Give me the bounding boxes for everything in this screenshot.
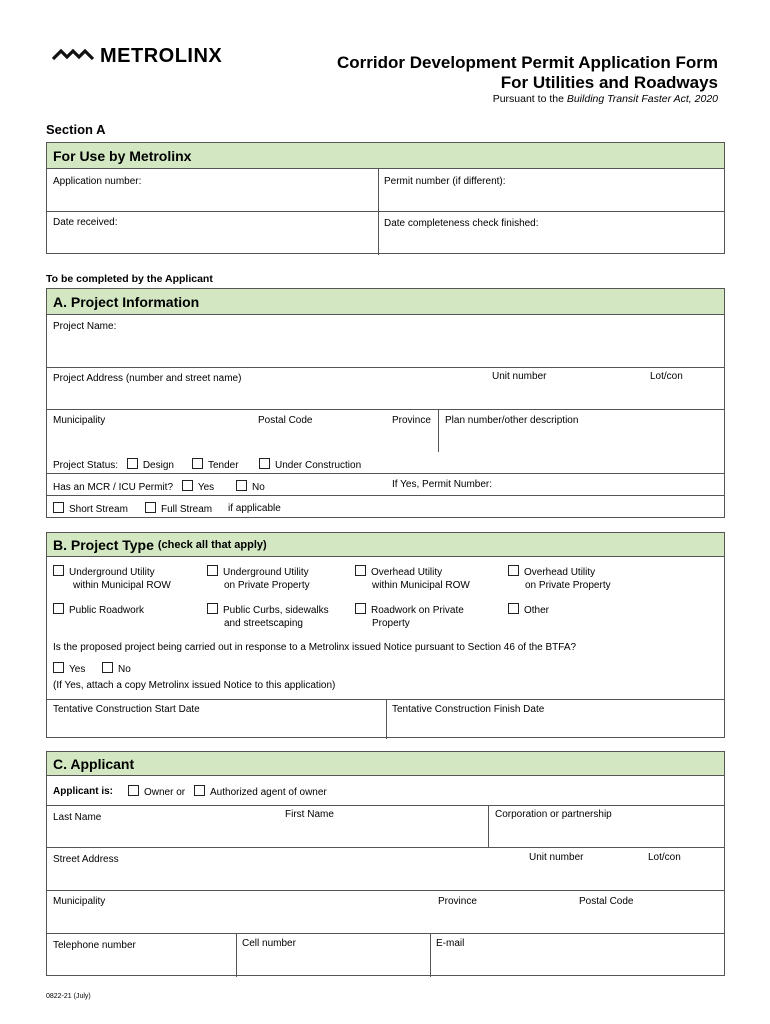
project-information-header: A. Project Information [47, 289, 724, 315]
status-design-checkbox[interactable] [127, 458, 138, 469]
applicant-unit-number-field[interactable]: Unit number [529, 852, 584, 863]
overhead-private-label-2: on Private Property [525, 580, 611, 591]
project-name-field[interactable]: Project Name: [53, 321, 117, 332]
type-underground-municipal [53, 565, 171, 592]
full-stream-label: Full Stream [161, 504, 213, 515]
roadwork-private-checkbox[interactable] [355, 603, 366, 614]
type-public-roadwork [53, 603, 144, 617]
mcr-yes-checkbox[interactable] [182, 480, 193, 491]
applicant-header: C. Applicant [47, 752, 724, 776]
applicant-is-label: Applicant is: [53, 786, 114, 797]
form-title [337, 53, 718, 93]
public-roadwork-label: Public Roadwork [69, 605, 145, 616]
underground-private-label-1: Underground Utility [223, 567, 309, 578]
plan-number-field[interactable]: Plan number/other description [445, 415, 579, 426]
other-label: Other [524, 605, 550, 616]
applicant-type-row [47, 776, 724, 805]
applicant-lot-con-field[interactable]: Lot/con [648, 852, 681, 863]
project-unit-number-field[interactable]: Unit number [492, 371, 547, 382]
full-stream-checkbox[interactable] [145, 502, 156, 513]
public-roadwork-checkbox[interactable] [53, 603, 64, 614]
metrolinx-logo [52, 44, 222, 68]
project-type-header [47, 533, 724, 557]
applicant-contact-row [47, 933, 724, 977]
date-received-field[interactable]: Date received: [53, 217, 118, 228]
type-overhead-private [508, 565, 611, 592]
overhead-municipal-checkbox[interactable] [355, 565, 366, 576]
stream-row [47, 495, 724, 519]
telephone-field[interactable]: Telephone number [53, 940, 136, 951]
applicant-address-row [47, 847, 724, 891]
street-address-field[interactable]: Street Address [53, 854, 119, 865]
project-address-field[interactable]: Project Address (number and street name) [53, 373, 242, 384]
notice-no-label: No [118, 664, 131, 675]
notice-no-checkbox[interactable] [102, 662, 113, 673]
notice-no-option [102, 662, 131, 675]
type-roadwork-private [355, 603, 464, 630]
cell-number-field[interactable]: Cell number [242, 938, 296, 949]
applicant-name-row [47, 805, 724, 848]
construction-dates-row [47, 699, 724, 739]
notice-yes-label: Yes [69, 664, 86, 675]
mcr-no-label: No [252, 482, 265, 493]
email-field[interactable]: E-mail [436, 938, 465, 949]
date-completeness-field[interactable]: Date completeness check finished: [384, 218, 539, 229]
section-a-label: Section A [46, 122, 106, 137]
notice-yes-checkbox[interactable] [53, 662, 64, 673]
applicant-municipality-field[interactable]: Municipality [53, 896, 106, 907]
title-line-1: Corridor Development Permit Application Form [337, 53, 718, 72]
start-date-field[interactable]: Tentative Construction Start Date [53, 704, 200, 715]
first-name-field[interactable]: First Name [285, 809, 334, 820]
form-code: 0822-21 (July) [46, 993, 91, 1000]
overhead-municipal-label-2: within Municipal ROW [372, 580, 470, 591]
owner-checkbox[interactable] [128, 785, 139, 796]
project-name-row [47, 315, 724, 367]
other-checkbox[interactable] [508, 603, 519, 614]
overhead-private-checkbox[interactable] [508, 565, 519, 576]
logo-wordmark: METROLINX [100, 44, 223, 67]
underground-private-checkbox[interactable] [207, 565, 218, 576]
applicant-note: To be completed by the Applicant [46, 273, 213, 285]
permit-number-field[interactable]: Permit number (if different): [384, 176, 506, 187]
finish-date-field[interactable]: Tentative Construction Finish Date [392, 704, 545, 715]
title-line-2: For Utilities and Roadways [500, 73, 718, 92]
overhead-private-label-1: Overhead Utility [524, 567, 596, 578]
type-public-curbs [207, 603, 329, 630]
project-lot-con-field[interactable]: Lot/con [650, 371, 683, 382]
project-municipality-field[interactable]: Municipality [53, 415, 106, 426]
status-design-label: Design [142, 460, 174, 471]
applicant-province-field[interactable]: Province [438, 896, 477, 907]
last-name-field[interactable]: Last Name [53, 812, 102, 823]
applicant-box [46, 751, 725, 976]
roadwork-private-label-2: Property [372, 618, 410, 629]
metrolinx-use-box [46, 142, 725, 254]
roadwork-private-label-1: Roadwork on Private [371, 605, 464, 616]
notice-question: Is the proposed project being carried out in response to a Metrolinx issued Notice pursuant to Section 46 of the BTFA? [53, 642, 577, 653]
if-applicable-note: if applicable [228, 503, 281, 514]
metrolinx-row-2 [47, 211, 724, 255]
mcr-no-checkbox[interactable] [236, 480, 247, 491]
status-under-construction-checkbox[interactable] [259, 458, 270, 469]
project-address-row [47, 367, 724, 410]
agent-option [194, 785, 327, 798]
subtitle-act: Building Transit Faster Act, 2020 [566, 93, 718, 105]
public-curbs-label-1: Public Curbs, sidewalks [223, 605, 329, 616]
owner-label: Owner or [144, 787, 186, 798]
project-status-label: Project Status: [53, 460, 119, 471]
metrolinx-row-1 [47, 169, 724, 211]
project-province-field[interactable]: Province [392, 415, 431, 426]
applicant-postal-code-field[interactable]: Postal Code [579, 896, 634, 907]
applicant-location-row [47, 890, 724, 934]
underground-municipal-checkbox[interactable] [53, 565, 64, 576]
project-type-note: (check all that apply) [157, 538, 267, 551]
project-status-row [47, 451, 724, 473]
agent-label: Authorized agent of owner [210, 787, 327, 798]
metrolinx-wave-icon [52, 47, 96, 65]
status-tender-label: Tender [208, 460, 239, 471]
underground-municipal-label-2: within Municipal ROW [73, 580, 171, 591]
project-type-box [46, 532, 725, 738]
notice-attach-note: (If Yes, attach a copy Metrolinx issued Notice to this application) [53, 680, 336, 691]
type-underground-private [207, 565, 310, 592]
agent-checkbox[interactable] [194, 785, 205, 796]
short-stream-label: Short Stream [69, 504, 128, 515]
project-location-row [47, 409, 724, 452]
status-under-construction-label: Under Construction [275, 460, 362, 471]
type-other [508, 603, 549, 617]
form-subtitle [493, 93, 718, 105]
public-curbs-label-2: and streetscaping [224, 618, 303, 629]
overhead-municipal-label-1: Overhead Utility [371, 567, 443, 578]
underground-municipal-label-1: Underground Utility [69, 567, 155, 578]
underground-private-label-2: on Private Property [224, 580, 310, 591]
project-type-title: B. Project Type [53, 536, 154, 553]
status-tender-checkbox[interactable] [192, 458, 203, 469]
short-stream-checkbox[interactable] [53, 502, 64, 513]
public-curbs-checkbox[interactable] [207, 603, 218, 614]
mcr-permit-number-field[interactable]: If Yes, Permit Number: [392, 479, 493, 490]
subtitle-prefix: Pursuant to the [492, 93, 567, 105]
owner-option [128, 785, 185, 798]
notice-yes-option [53, 662, 85, 675]
type-overhead-municipal [355, 565, 470, 592]
mcr-permit-label: Has an MCR / ICU Permit? [53, 482, 174, 493]
metrolinx-use-header: For Use by Metrolinx [47, 143, 724, 169]
mcr-permit-row [47, 473, 724, 496]
corporation-field[interactable]: Corporation or partnership [495, 809, 612, 820]
application-number-field[interactable]: Application number: [53, 176, 142, 187]
mcr-yes-label: Yes [197, 482, 215, 493]
project-postal-code-field[interactable]: Postal Code [258, 415, 313, 426]
project-information-box [46, 288, 725, 518]
